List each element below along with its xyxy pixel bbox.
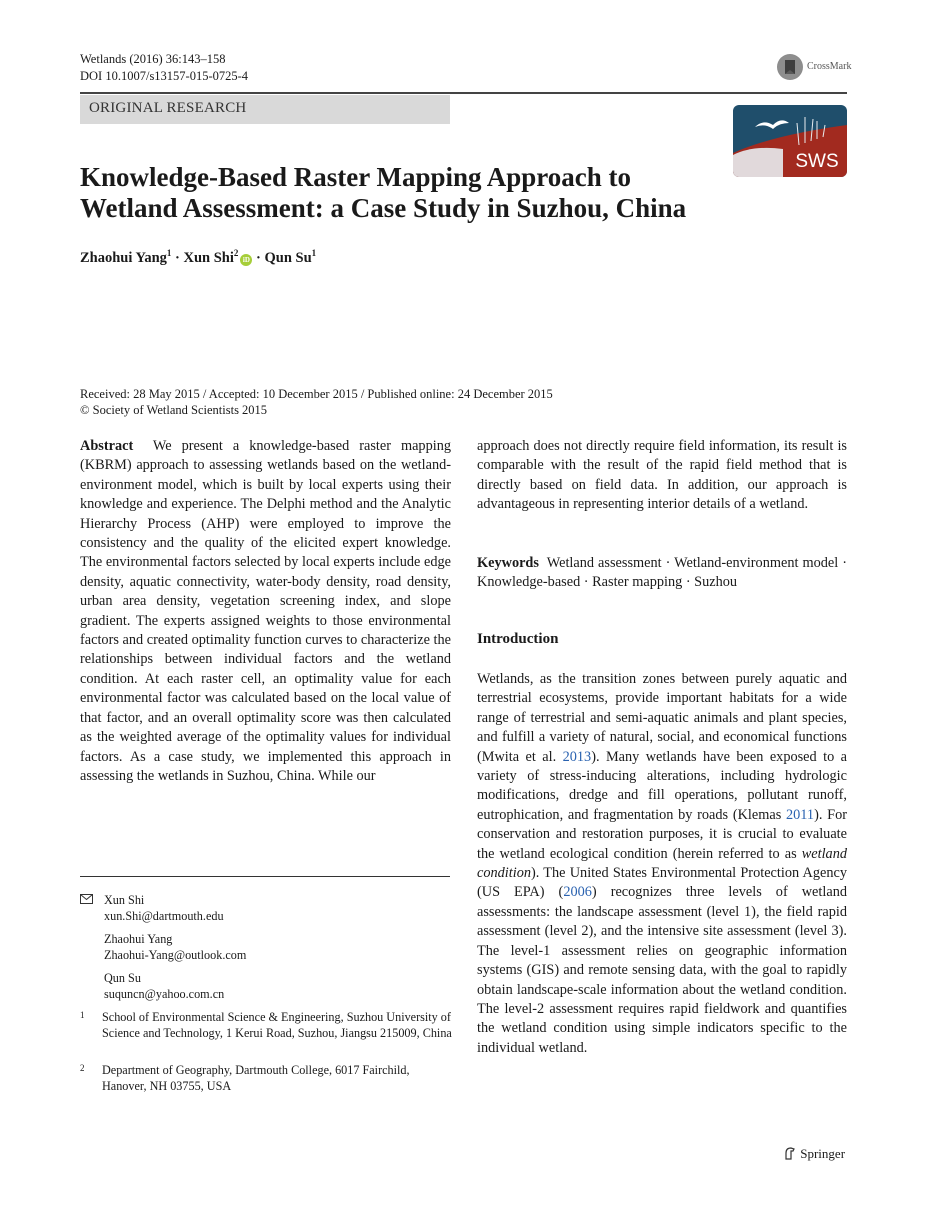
section-type-bar bbox=[80, 95, 450, 124]
envelope-icon bbox=[80, 894, 93, 904]
intro-text: ). The United States Environmental Protection Agency (US EPA) ( bbox=[477, 865, 847, 901]
citation-link[interactable]: 2011 bbox=[785, 806, 815, 823]
abstract-continuation bbox=[477, 437, 847, 515]
journal-citation: Wetlands (2016) 36:143–158 bbox=[80, 52, 226, 66]
header-rule bbox=[80, 92, 847, 94]
contact-email[interactable]: Zhaohui-Yang@outlook.com bbox=[104, 947, 247, 962]
contact-email[interactable]: xun.Shi@dartmouth.edu bbox=[104, 908, 224, 923]
publisher-name: Springer bbox=[800, 1146, 846, 1161]
publication-dates bbox=[80, 386, 553, 418]
doi[interactable]: DOI 10.1007/s13157-015-0725-4 bbox=[80, 69, 249, 83]
intro-emphasis: wetland condition bbox=[477, 845, 847, 882]
section-type: ORIGINAL RESEARCH bbox=[89, 100, 247, 116]
orcid-icon[interactable]: iD bbox=[240, 254, 252, 266]
abstract-text: We present a knowledge-based raster mapping (KBRM) approach to assessing wetlands based on the wetland-environment model, which is built by local experts using their knowledge and experience. The Delphi method and the Analytic Hierarchy Process (AHP) were employed to improve the consistency and the quality of the elicited expert knowledge. The environmental factors selected by local experts include edge density, aquatic connectivity, water-body density, road density, urban area density, vegetation screening index, and slope gradient. The experts assigned weights to those environmental factors and created optimality function curves to characterize the relationships between individual factors and the wetland condition. At each raster cell, an optimality value for each environmental factor was calculated based on the local value of that factor, and an overall optimality score was then calculated as the weighted average of the optimality values for individual factors. As a case study, we implemented this approach in assessing the wetlands in Suzhou, China. While our bbox=[80, 438, 451, 784]
author-separator: · bbox=[175, 249, 180, 266]
publisher-logo[interactable] bbox=[783, 1146, 845, 1164]
contact-list bbox=[104, 893, 246, 1003]
contact-name: Xun Shi bbox=[104, 893, 145, 907]
copyright: © Society of Wetland Scientists 2015 bbox=[80, 403, 268, 417]
abstract-label: Abstract bbox=[80, 438, 134, 454]
author-separator: · bbox=[256, 249, 261, 266]
contact-email[interactable]: suquncn@yahoo.com.cn bbox=[104, 986, 225, 1001]
author-affiliation: 1 bbox=[311, 248, 317, 258]
author-name[interactable]: Zhaohui Yang bbox=[80, 249, 167, 266]
crossmark-badge[interactable] bbox=[777, 54, 857, 82]
sws-logo-text: SWS bbox=[795, 151, 839, 172]
citation-link[interactable]: 2006 bbox=[563, 884, 592, 901]
intro-text: ). For conservation and restoration purposes, it is crucial to evaluate the wetland ecological condition (herein referred to as bbox=[477, 806, 847, 862]
affiliation-number: 2 bbox=[80, 1063, 85, 1073]
author-affiliation: 2 bbox=[233, 248, 239, 258]
keywords-label: Keywords bbox=[477, 555, 539, 571]
abstract-continuation-text: approach does not directly require field information, its result is comparable with the result of the rapid field method that is directly based on field data. In addition, our approach is advantageous in representing interior details of a wetland. bbox=[477, 438, 847, 513]
affiliation-text: Department of Geography, Dartmouth College, 6017 Fairchild, Hanover, NH 03755, USA bbox=[102, 1063, 410, 1093]
sws-logo bbox=[733, 105, 847, 177]
footnote-rule bbox=[80, 876, 450, 877]
keywords bbox=[477, 554, 847, 593]
intro-text: ). Many wetlands have been exposed to a variety of stress-inducing alterations, including hydrologic modifications, dredge and fill operations, pollutant runoff, eutrophication, and fragmentation by roads (Klemas bbox=[477, 748, 847, 823]
affiliation-number: 1 bbox=[80, 1010, 85, 1020]
abstract bbox=[80, 437, 451, 786]
keywords-text: Wetland assessment · Wetland-environment model · Knowledge-based · Raster mapping · Suzhou bbox=[477, 555, 847, 591]
history-dates: Received: 28 May 2015 / Accepted: 10 December 2015 / Published online: 24 December 2015 bbox=[80, 387, 553, 401]
contact-name: Zhaohui Yang bbox=[104, 932, 173, 947]
introduction-body bbox=[477, 670, 847, 1058]
affiliation-text: School of Environmental Science & Engineering, Suzhou University of Science and Technology, 1 Kerui Road, Suzhou, Jiangsu 215009, China bbox=[102, 1010, 452, 1040]
author-list bbox=[80, 248, 316, 267]
intro-text: ) recognizes three levels of wetland assessments: the landscape assessment (level 1), the field rapid assessment (level 2), and the intensive site assessment (level 3). The level-1 assessment relies on geographic information systems (GIS) and remote sensing data, with the goal to rapidly obtain landscape-scale information about the wetland condition. The level-2 assessment requires rapid fieldwork and quantifies the wetland condition using simple indicators specific to the individual wetland. bbox=[477, 884, 847, 1056]
contact-name: Qun Su bbox=[104, 971, 141, 986]
article-title: Knowledge-Based Raster Mapping Approach to Wetland Assessment: a Case Study in Suzhou, China bbox=[80, 162, 687, 223]
author-name[interactable]: Xun Shi bbox=[183, 249, 234, 266]
author-affiliation: 1 bbox=[166, 248, 172, 258]
introduction-heading: Introduction bbox=[477, 631, 559, 647]
springer-horse-icon bbox=[783, 1146, 797, 1164]
crossmark-label: CrossMark bbox=[807, 61, 852, 72]
citation-link[interactable]: 2013 bbox=[562, 748, 592, 765]
intro-text: Wetlands, as the transition zones between purely aquatic and terrestrial ecosystems, provide important habitats for a wide range of terrestrial and semi-aquatic animals and plant species, and fulfill a variety of natural, social, and economical functions (Mwita et al. bbox=[477, 671, 847, 765]
author-name[interactable]: Qun Su bbox=[264, 249, 312, 266]
crossmark-icon bbox=[777, 54, 803, 80]
